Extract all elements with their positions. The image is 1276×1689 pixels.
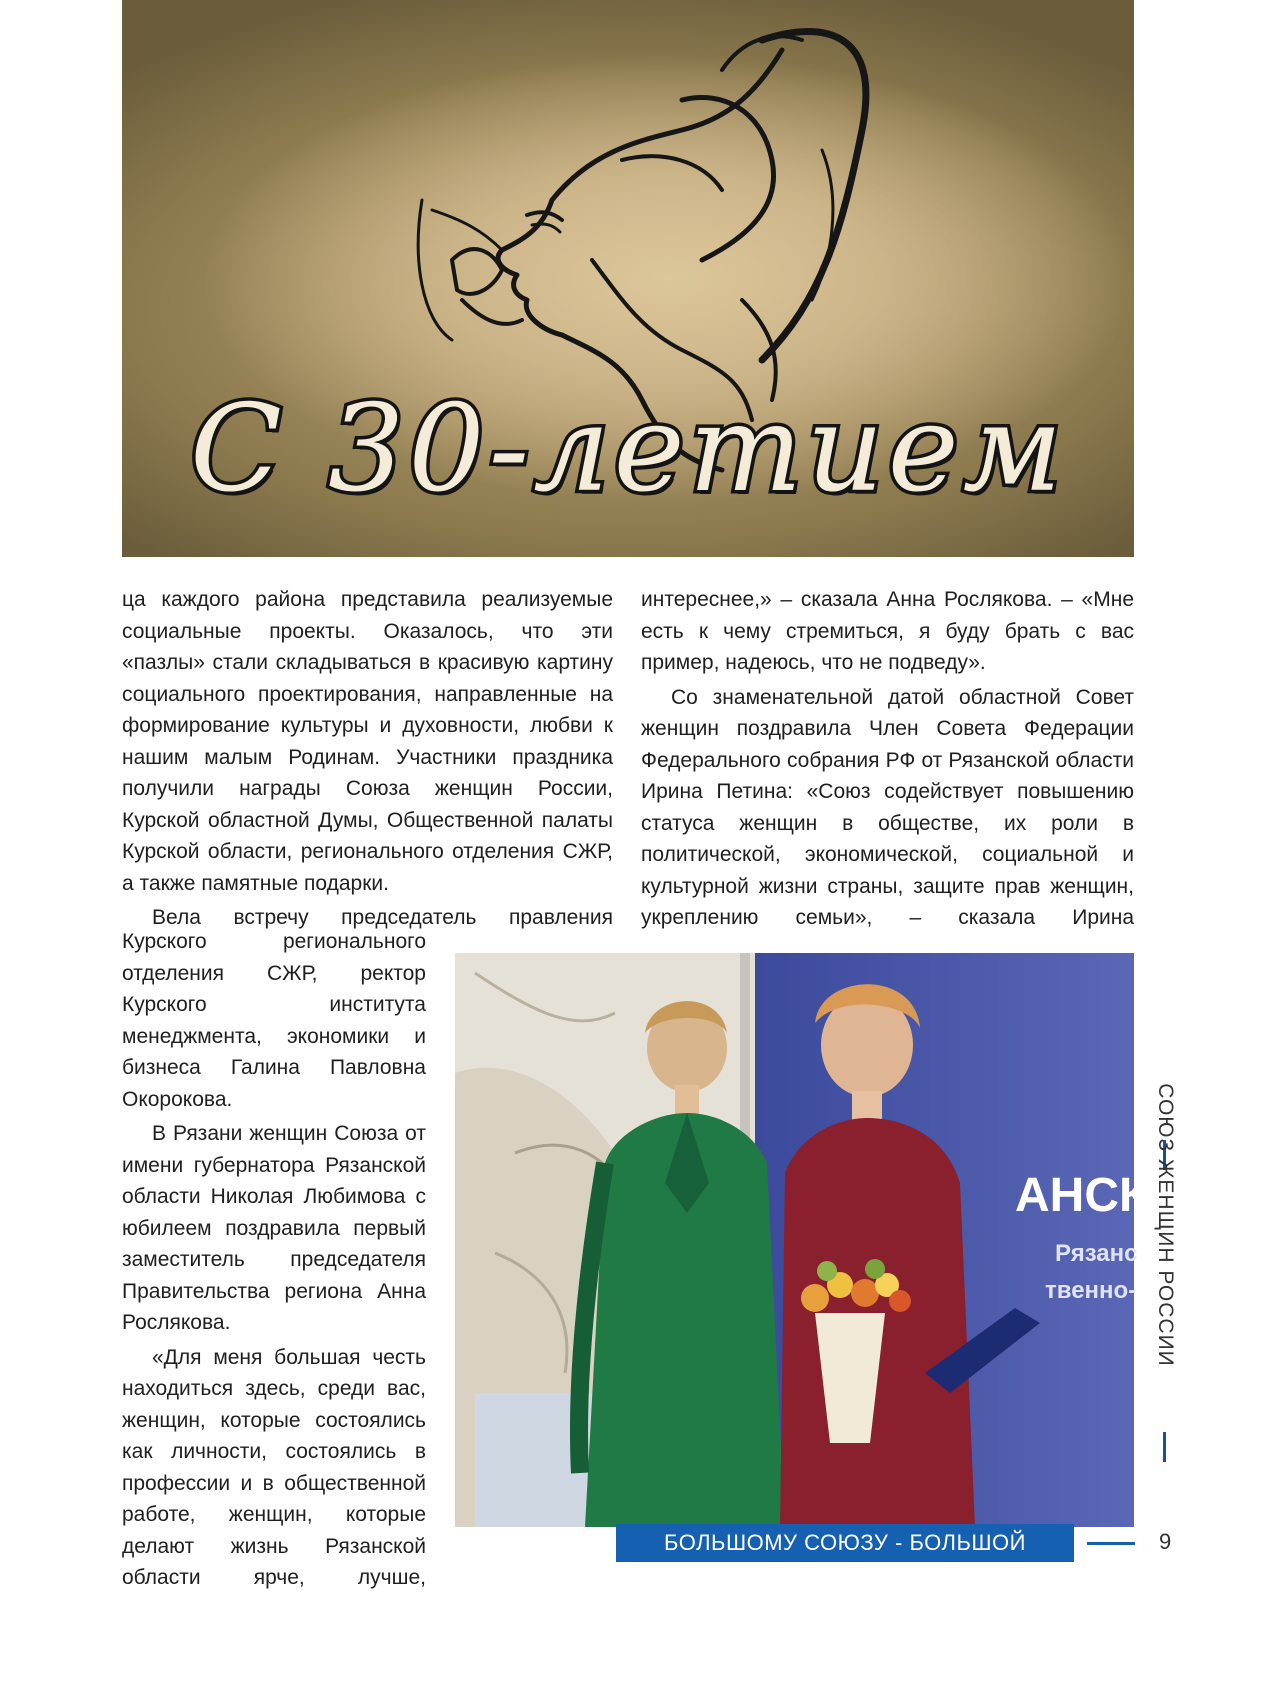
page-number: 9 bbox=[1159, 1529, 1172, 1554]
side-label bbox=[1112, 1083, 1218, 1367]
event-photo bbox=[455, 953, 1149, 1527]
banner-text: АНСК bbox=[1015, 1169, 1149, 1222]
article-column-right bbox=[641, 584, 1134, 934]
banner-subtext: Рязанс bbox=[1055, 1240, 1138, 1267]
side-label-text: СОЮЗ ЖЕНЩИН РОССИИ bbox=[1154, 1083, 1177, 1367]
hero-caption: С 30-летием bbox=[190, 380, 1067, 519]
banner-subtext: твенно- bbox=[1045, 1277, 1137, 1304]
paragraph: Курского регионального отделения СЖР, ректор Курского института менеджмента, экономики и бизнеса Галина Павловна Окорокова. bbox=[122, 930, 426, 1111]
photo-scene bbox=[455, 953, 1149, 1527]
article-column-left-bottom bbox=[122, 926, 426, 1594]
footer-rule bbox=[1087, 1542, 1135, 1545]
article-column-left-top bbox=[122, 584, 613, 934]
paragraph: В Рязани женщин Союза от имени губернатора Рязанской области Николая Любимова с юбилеем поздравила первый заместитель председателя Правительства региона Анна Рослякова. bbox=[122, 1122, 426, 1334]
paragraph: «Для меня большая честь находиться здесь, среди вас, женщин, которые состоялись как личности, состоялись в профессии и в общественной работе, женщин, которые делают жизнь Рязанской области ярче, лучше, bbox=[122, 1345, 426, 1589]
hero-illustration bbox=[122, 0, 1134, 557]
footer-title: БОЛЬШОМУ СОЮЗУ - БОЛЬШОЙ ПРАЗДНИК bbox=[616, 1524, 1074, 1562]
paragraph: Вела встречу председатель правления bbox=[152, 906, 613, 929]
side-rule-bottom bbox=[1163, 1432, 1166, 1462]
paragraph: ца каждого района представила реализуемые социальные проекты. Оказалось, что эти «пазлы» стали складываться в красивую картину социального проектирования, направленные на формирование культуры и духовности, любви к нашим малым Родинам. Участники праздника получили награды Союза женщин России, Курской областной Думы, Общественной палаты Курской области, регионального отделения СЖР, а также памятные подарки. bbox=[122, 588, 613, 895]
paragraph: Со знаменательной датой областной Совет женщин поздравила Член Совета Федерации Федерального собрания РФ от Рязанской области Ирина Петина: «Союз содействует повышению статуса женщин в обществе, их роли в политической, экономической, социальной и культурной жизни страны, защите прав женщин, укреплению семьи», – сказала Ирина bbox=[641, 685, 1134, 929]
paragraph: интереснее,» – сказала Анна Рослякова. – «Мне есть к чему стремиться, я буду брать с вас пример, надеюсь, что не подведу». bbox=[641, 588, 1134, 674]
